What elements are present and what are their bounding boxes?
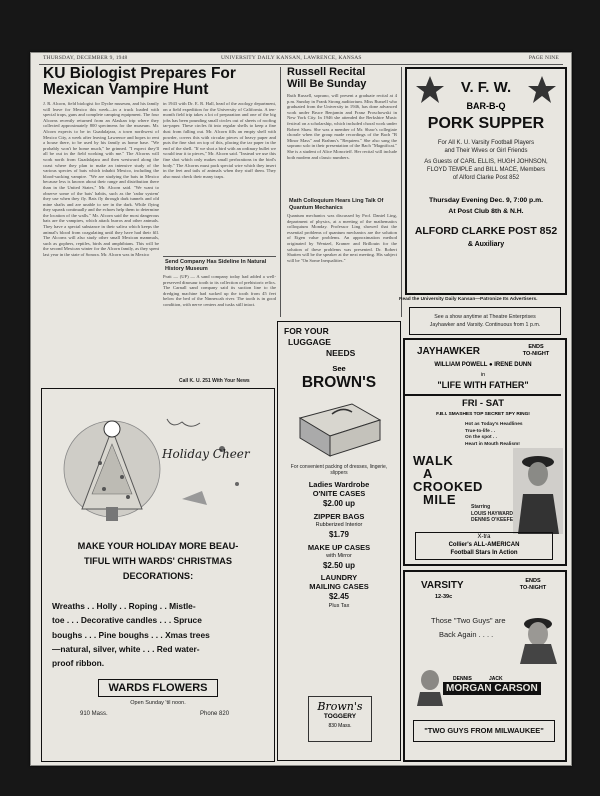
browns-item-1: Ladies Wardrobe: [308, 480, 370, 489]
browns-price-1: $2.00 up: [322, 499, 355, 508]
theatre-note-box: [409, 307, 561, 335]
kubiologist-column-1: J. R. Alcorn, field biologist for Dyche museum, and his family will leave for Mexico this week—in a truck loaded with special traps, guns and complete camping equipment. The four Alcorns recently returned from an Alaskan trip where they collected approximately 800 specimens for the museum. Mr. Alcorn expects to be in Guadalajara, a town northwest of Mexico City, a week after leaving Lawrence and hopes to rent a house there, to be used by his family as home base. "We probably won't be home much," he grinned. "I expect they'll all be out in the field working with me." The Alcorns will work north from Guadalajara and then westward along the coast where they plan to make an intensive study of the various species of bats which inhabit Mexico, including the blood-sucking vampire. "We are studying the bats in Mexico because less is known about their range and distribution there than in the United States," Mr. Alcorn said. "We want to observe some of the bats' habits, such as the 'radar system' they use when they fly. Bats fly through dark tunnels and old mine shafts and are unable to see in the dark. While flying they squeak continually and the echoes help them to determine the location of the walls." Mr. Alcorn said the most dangerous bats are the vampires, which attack burros and other animals. They have a special substance in their saliva which keeps the animal's blood from coagulating until they have had their fill. The Alcorns will also study other small Mexican mammals, such as gophers, reptiles, birds and amphibians. This will be the second Mexican winter for the Alcorn family, as they spent last year in the state of Sonora. Mr. Alcorn was in Mexico: [43, 101, 159, 258]
varsity-star-names: [443, 682, 541, 695]
varsity-star-2b: CARSON: [494, 683, 538, 694]
jayhawker-star-2: DENNIS O'KEEFE: [471, 517, 514, 523]
russell-text: Ruth Russell, soprano, will present a graduate recital at 4 p.m. Sunday in Frank Strong auditorium. Miss Russell who graduated from the University in 1946, has done advanced work under Bruce Benjamin and Franz Proschowski in New York City. In 1946 she attended the Berkshire Music festival on a scholarship, which included choral work under Robert Shaw. She was a member of Mr. Shaw's collegiate chorale when the group made recordings of the Bach "B Minor Mass" and Brahms's "Requiem." She also sang the soprano solo in their presentation of the Bach "Magnificat." She is a student of Alice Moncrieff. Her recital will include both modern and classic numbers.: [287, 93, 397, 160]
jayhawker-film-3: CROOKED: [413, 479, 483, 494]
jayhawker-in: in: [480, 372, 486, 378]
theatre-note-2: Jayhawker and Varsity. Continuous from 1 p.m.: [429, 322, 541, 328]
russell-headline-line-2: Will Be Sunday: [287, 77, 367, 90]
varsity-theatre: VARSITY: [421, 580, 464, 591]
column-rule-2: [401, 67, 402, 317]
vfw-ad: [405, 67, 567, 295]
browns-price-2: $1.79: [328, 530, 350, 539]
jayhawker-theatre: JAYHAWKER: [417, 346, 480, 357]
vfw-guests-3: of Alford Clarke Post 852: [452, 175, 520, 181]
browns-logo-box: [308, 696, 372, 742]
jayhawker-tag: F.B.I. SMASHES TOP SECRET SPY RING!: [436, 412, 530, 417]
jayhawker-film-title: [413, 454, 483, 506]
masthead-paper: UNIVERSITY DAILY KANSAN, LAWRENCE, KANSAS: [221, 55, 362, 61]
wards-address: 910 Mass.: [80, 711, 108, 717]
wards-items-4: —natural, silver, white . . . Red water-: [52, 643, 200, 654]
jayhawker-starring: [471, 504, 513, 524]
jayhawker-rule: [405, 394, 561, 396]
browns-logo-name: TOGGERY: [323, 713, 357, 720]
math-text: Quantum mechanics was discussed by Prof. Daniel Ling, department of physics, at a meeting of the mathematics colloquium Monday. Professor Ling showed that the essential problems of quantum mechanics are the solution of Eigen value problems. An approximation method originated by Wentzel, Kramer and Brillouin for the solution of these problems was presented. Dr. Robert Shatten will be the speaker at the next meeting. His subject will be "On Some Inequalities.": [287, 213, 397, 263]
kubiologist-headline-line-1: KU Biologist Prepares For: [43, 65, 236, 82]
actor-portrait-left: [415, 668, 445, 706]
varsity-ends-label: ENDS: [525, 578, 541, 584]
send-callout: Call K. U. 251 With Your News: [179, 378, 250, 384]
browns-ad: [277, 321, 401, 761]
browns-address: 830 Mass.: [328, 723, 352, 729]
jayhawker-extra: X-tra: [477, 534, 491, 540]
vfw-when: Thursday Evening Dec. 9, 7:00 p.m.: [428, 197, 544, 204]
wards-hours: Open Sunday 'til noon.: [130, 700, 186, 706]
vfw-when-where: [407, 195, 565, 217]
browns-price-4: $2.45: [328, 592, 350, 601]
column-rule-1: [280, 67, 281, 317]
jayhawker-hot: [465, 422, 523, 448]
browns-item-2b: Rubberized Interior: [315, 522, 363, 528]
varsity-line-1: Those "Two Guys" are: [431, 616, 506, 625]
kubiologist-column-2: in 1943 with Dr. E. R. Hall, head of the zoology department, on a field expedition for the University of California. A ten-month field trip takes a lot of preparation and one of the big jobs has been pounding small circles out of sheets of roofing tar-paper. These circles fit into regular shells to keep a fine dust from falling out. Mr. Alcorn fills an empty shell with powder, covers this with circular pieces of heavy paper and puts the fine shot on top of this, placing the tar paper in the end of the shell. "If we shot a bird with an ordinary bullet we would tear it to pieces," Mr. Alcorn said. "Instead we use this fine shot which only makes small perforations in the bird's body." The Alcorns must pack special wire which they insert in the feet and tails of animals when they stuff them. They also must check their many traps.: [163, 101, 276, 179]
wards-phone: Phone 820: [200, 711, 230, 717]
varsity-star-2: JACK: [489, 676, 503, 682]
browns-price-3: $2.50 up: [322, 561, 355, 570]
send-rule: [163, 256, 276, 257]
jayhawker-extra-box: [415, 532, 553, 560]
russell-headline-line-1: Russell Recital: [287, 66, 366, 78]
kubiologist-headline-line-2: Mexican Vampire Hunt: [43, 81, 209, 99]
wards-intro: [46, 539, 270, 584]
newspaper-page: [30, 52, 572, 766]
browns-top-3: NEEDS: [326, 348, 356, 358]
wards-items-1: Wreaths . . Holly . . Roping . . Mistle-: [52, 601, 196, 611]
vfw-guests-1: As Guests of CARL ELLIS, HUGH JOHNSON,: [424, 159, 548, 165]
browns-item-3b: with Mirror: [326, 553, 352, 559]
browns-logo-script: Brown's: [317, 700, 363, 713]
wards-store-name: WARDS FLOWERS: [98, 679, 218, 697]
wards-intro-2: TIFUL WITH WARDS' CHRISTMAS: [84, 556, 232, 566]
vfw-main: PORK SUPPER: [427, 115, 545, 132]
browns-item-4: LAUNDRY: [320, 573, 358, 582]
varsity-lines: [431, 614, 506, 642]
varsity-title: "TWO GUYS FROM MILWAUKEE": [413, 720, 555, 742]
wards-items-5: proof ribbon.: [52, 658, 105, 669]
jayhawker-film-4: MILE: [423, 492, 457, 507]
vfw-guests-2: FLOYD TEMPLE and BILL MACE, Members: [426, 167, 546, 173]
varsity-ends: [511, 578, 555, 592]
jayhawker-star-1: LOUIS HAYWARD: [471, 510, 514, 517]
wards-items-2: toe . . . Decorative candles . . . Spruce: [52, 615, 202, 626]
varsity-star-1: DENNIS: [453, 676, 472, 682]
varsity-tonight: TO-NIGHT: [519, 585, 547, 591]
browns-see: See: [332, 364, 346, 373]
varsity-star-1b: MORGAN: [446, 683, 492, 694]
jayhawker-hot-1: Hot as Today's Headlines: [465, 422, 523, 427]
browns-name: BROWN'S: [301, 374, 377, 391]
jayhawker-extra-3: Football Stars In Action: [450, 550, 518, 556]
vfw-aux: & Auxiliary: [467, 241, 505, 248]
wards-intro-3: DECORATIONS:: [122, 571, 194, 581]
jayhawker-film-1: WALK: [413, 453, 454, 468]
wards-ad: [41, 388, 275, 762]
jayhawker-title: "LIFE WITH FATHER": [437, 380, 529, 390]
varsity-line-2: Back Again . . . .: [439, 630, 494, 639]
vfw-title: V. F. W.: [460, 79, 512, 96]
vfw-bbq: BAR-B-Q: [466, 101, 506, 111]
wards-intro-1: MAKE YOUR HOLIDAY MORE BEAU-: [77, 541, 239, 551]
vfw-where: At Post Club 8th & N.H.: [448, 208, 524, 215]
wards-items: [52, 599, 272, 670]
browns-top: [284, 326, 355, 359]
jayhawker-days: FRI - SAT: [461, 398, 505, 409]
math-headline: Math Colloquium Hears Ling Talk Of Quantum Mechanics: [289, 198, 384, 211]
send-text: Pratt — (UP) — A sand company today had added a well-preserved dinosaur tooth to its collection of prehistoric relics. The Carnall sand company said its suction line to the dredging machine had sucked up the tooth from 45 feet below the bed of the Ninnescah river. The tooth is in good condition, with nerve centers and tusks still intact.: [163, 274, 276, 307]
browns-item-2: ZIPPER BAGS: [313, 512, 365, 521]
masthead-date: THURSDAY, DECEMBER 9, 1948: [43, 55, 128, 61]
jayhawker-ends: [515, 344, 557, 358]
browns-item-3: MAKE UP CASES: [307, 543, 371, 552]
kubiologist-headline: [43, 66, 277, 99]
jayhawker-film-2: A: [423, 466, 433, 481]
actor-portrait-illustration: [517, 608, 559, 664]
wards-script: Holiday Cheer: [162, 447, 250, 461]
jayhawker-hot-2: True-to-life . .: [465, 428, 496, 434]
jayhawker-ends-label: ENDS: [528, 344, 544, 350]
jayhawker-hot-4: Heart in Mouth Realism!: [465, 441, 520, 447]
browns-top-2: LUGGAGE: [288, 337, 331, 347]
jayhawker-extra-2: Collier's ALL-AMERICAN: [448, 542, 520, 548]
vfw-for-1: For All K. U. Varsity Football Players: [437, 140, 535, 146]
browns-caption: For convenient packing of dresses, lingerie, slippers: [290, 464, 388, 476]
browns-item-4b: MAILING CASES: [309, 582, 369, 591]
jayhawker-ad: [403, 338, 567, 566]
kansan-note: Read the University Daily Kansan—Patronize Its Advertisers.: [399, 297, 538, 302]
detective-illustration: [513, 448, 563, 534]
vfw-for: [407, 139, 565, 182]
christmas-tree-illustration: [42, 389, 274, 537]
masthead-page: PAGE NINE: [528, 55, 559, 61]
browns-items: [278, 480, 400, 610]
browns-plus-tax: Plus Tax: [328, 603, 350, 609]
jayhawker-starring-label: Starring: [471, 504, 491, 510]
jayhawker-tonight: TO-NIGHT: [522, 351, 550, 357]
suitcase-illustration: [292, 398, 386, 460]
varsity-ad: [403, 570, 567, 762]
vfw-post: ALFORD CLARKE POST 852: [414, 225, 558, 237]
vfw-for-2: and Their Wives or Girl Friends: [444, 148, 528, 154]
send-headline: Send Company Has Sideline In Natural History Museum: [165, 259, 267, 272]
varsity-dates: 12-39c: [435, 594, 453, 600]
browns-top-1: FOR YOUR: [284, 326, 329, 336]
jayhawker-hot-3: On the spot . .: [465, 435, 497, 440]
russell-headline: [287, 67, 397, 90]
jayhawker-stars: WILLIAM POWELL ● IRENE DUNN: [434, 362, 532, 368]
browns-item-1b: O'NITE CASES: [312, 489, 366, 498]
theatre-note-1: See a show anytime at Theatre Enterprises: [434, 314, 536, 320]
wards-items-3: boughs . . . Pine boughs . . . Xmas trees: [52, 629, 210, 640]
